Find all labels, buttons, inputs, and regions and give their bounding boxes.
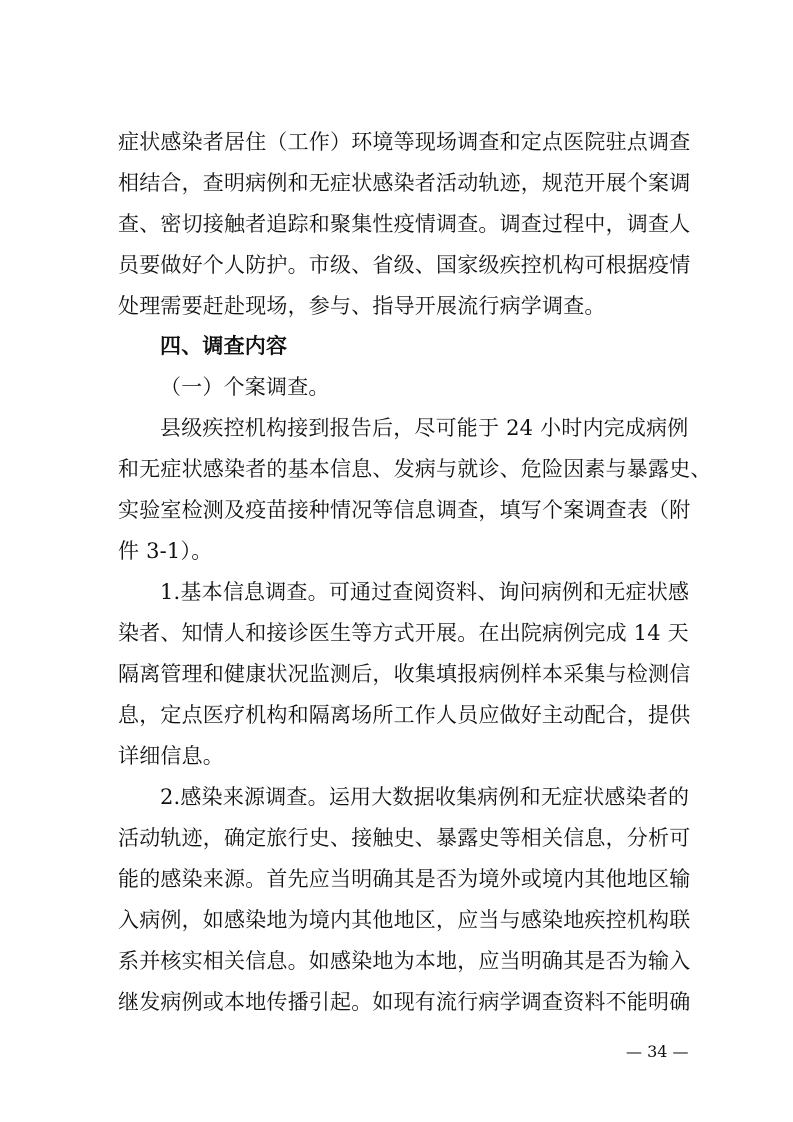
paragraph-line: 件 3-1）。 — [118, 539, 213, 563]
paragraph-line: 相结合，查明病例和无症状感染者活动轨迹，规范开展个案调 — [118, 171, 691, 195]
paragraph-line: 县级疾控机构接到报告后，尽可能于 24 小时内完成病例 — [160, 416, 689, 440]
paragraph-line: 息，定点医疗机构和隔离场所工作人员应做好主动配合，提供 — [118, 703, 691, 727]
paragraph-line: 和无症状感染者的基本信息、发病与就诊、危险因素与暴露史、 — [118, 457, 712, 481]
paragraph-line: 处理需要赶赴现场，参与、指导开展流行病学调查。 — [118, 294, 606, 318]
paragraph-line: 系并核实相关信息。如感染地为本地，应当明确其是否为输入 — [118, 949, 691, 973]
paragraph-line: 症状感染者居住（工作）环境等现场调查和定点医院驻点调查 — [118, 130, 691, 154]
section-heading: 四、调查内容 — [160, 334, 288, 358]
paragraph-line: 详细信息。 — [118, 744, 224, 768]
subsection-heading: （一）个案调查。 — [160, 375, 330, 399]
paragraph-line: 染者、知情人和接诊医生等方式开展。在出院病例完成 14 天 — [118, 621, 689, 645]
paragraph-line: 隔离管理和健康状况监测后，收集填报病例样本采集与检测信 — [118, 662, 691, 686]
paragraph-line: 能的感染来源。首先应当明确其是否为境外或境内其他地区输 — [118, 867, 691, 891]
paragraph-line: 活动轨迹，确定旅行史、接触史、暴露史等相关信息，分析可 — [118, 826, 691, 850]
paragraph-line: 员要做好个人防护。市级、省级、国家级疾控机构可根据疫情 — [118, 253, 691, 277]
paragraph-line: 实验室检测及疫苗接种情况等信息调查，填写个案调查表（附 — [118, 498, 691, 522]
paragraph-line: 查、密切接触者追踪和聚集性疫情调查。调查过程中，调查人 — [118, 212, 691, 236]
page-number: — 34 — — [626, 1042, 689, 1061]
paragraph-line: 继发病例或本地传播引起。如现有流行病学调查资料不能明确 — [118, 990, 691, 1014]
paragraph-line: 入病例，如感染地为境内其他地区，应当与感染地疾控机构联 — [118, 908, 691, 932]
paragraph-line: 1.基本信息调查。可通过查阅资料、询问病例和无症状感 — [160, 580, 690, 604]
paragraph-line: 2.感染来源调查。运用大数据收集病例和无症状感染者的 — [160, 785, 690, 809]
